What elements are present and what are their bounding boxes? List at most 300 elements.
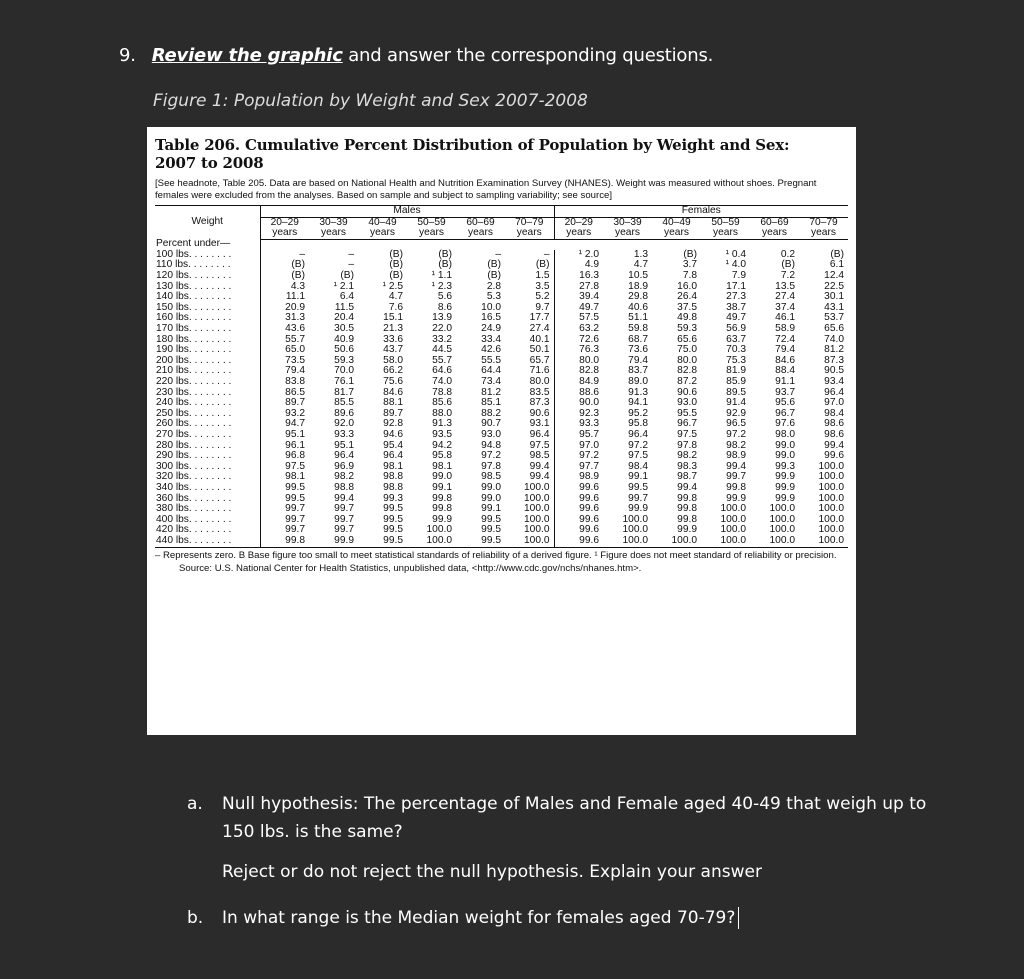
age-group-header: 30–39 years <box>309 217 358 239</box>
weight-label: 220 lbs. . . . . . . . <box>155 377 260 388</box>
table-cell: 71.6 <box>529 365 550 377</box>
question-b-letter: b. <box>187 908 204 928</box>
table-cell: – <box>495 248 501 260</box>
table-cell: 93.4 <box>824 376 844 387</box>
table-row <box>155 377 848 388</box>
table-cell: 10.5 <box>628 270 648 282</box>
table-cell: 96.4 <box>383 450 403 462</box>
table-cell: 99.0 <box>481 481 501 493</box>
table-cell: 87.3 <box>529 397 550 409</box>
table-cell: 80.0 <box>554 356 603 367</box>
table-cell: 97.2 <box>628 439 648 451</box>
table-cell: 33.4 <box>481 333 501 345</box>
table-cell: 4.7 <box>633 259 648 271</box>
table-cell: 50.1 <box>529 344 550 356</box>
table-cell: 99.6 <box>554 483 603 494</box>
table-cell: 21.3 <box>383 323 403 335</box>
weight-label: 180 lbs. . . . . . . . <box>155 335 260 346</box>
table-cell: 79.4 <box>285 365 305 377</box>
weight-label: 300 lbs. . . . . . . . <box>155 462 260 473</box>
table-title-line2: 2007 to 2008 <box>155 154 264 172</box>
table-cell: 95.6 <box>775 397 795 409</box>
table-cell: (B) <box>487 270 501 282</box>
table-cell: 100.0 <box>818 503 844 515</box>
table-cell: 100.0 <box>720 524 746 536</box>
weight-label: 230 lbs. . . . . . . . <box>155 388 260 399</box>
table-cell: 98.5 <box>481 471 501 483</box>
table-cell: 76.3 <box>554 345 603 356</box>
table-cell: 95.2 <box>628 407 648 419</box>
table-cell: 99.5 <box>456 536 505 547</box>
table-cell: 99.7 <box>334 524 354 536</box>
table-cell: 100.0 <box>818 460 844 472</box>
table-cell: 94.1 <box>628 397 648 409</box>
table-headnote: [See headnote, Table 205. Data are based on National Health and Nutrition Examination Survey (NHANES). Weight was measured without shoes. Pregnant females were excluded from the analyses. Based on sample and subject to sampling variability; see source] <box>155 178 817 201</box>
table-cell: 96.7 <box>677 418 697 430</box>
table-cell: 11.1 <box>285 291 305 303</box>
table-cell: 99.4 <box>726 460 746 472</box>
table-cell: 7.8 <box>682 270 697 282</box>
table-cell: 88.0 <box>432 407 452 419</box>
table-cell: 79.4 <box>775 344 795 356</box>
table-cell: 99.5 <box>285 481 305 493</box>
table-cell: 81.9 <box>726 365 746 377</box>
table-cell: 99.9 <box>775 481 795 493</box>
table-cell: 99.3 <box>383 492 403 504</box>
table-cell: 6.1 <box>829 259 844 271</box>
table-cell: 12.4 <box>824 270 844 282</box>
weight-label: 260 lbs. . . . . . . . <box>155 419 260 430</box>
table-cell: 97.2 <box>726 428 746 440</box>
table-cell: 27.4 <box>529 323 550 335</box>
table-cell: 55.7 <box>432 354 452 366</box>
table-cell: 7.9 <box>731 270 746 282</box>
table-cell: 73.6 <box>628 344 648 356</box>
table-cell: 97.0 <box>554 441 603 452</box>
table-cell: 49.7 <box>726 312 746 324</box>
table-cell: 100.0 <box>818 492 844 504</box>
table-cell: 99.5 <box>628 481 648 493</box>
table-cell: (B) <box>340 270 354 282</box>
table-cell: (B) <box>535 259 550 271</box>
table-cell: 88.2 <box>481 407 501 419</box>
table-cell: 99.4 <box>334 492 354 504</box>
weight-label: 170 lbs. . . . . . . . <box>155 324 260 335</box>
weight-label: 210 lbs. . . . . . . . <box>155 366 260 377</box>
table-cell: 100.0 <box>524 524 550 536</box>
question-heading <box>119 45 713 66</box>
weight-label: 240 lbs. . . . . . . . <box>155 398 260 409</box>
table-cell: 10.0 <box>481 301 501 313</box>
table-cell: ¹ 2.1 <box>333 280 354 292</box>
table-cell: 57.5 <box>554 313 603 324</box>
weight-label: 320 lbs. . . . . . . . <box>155 472 260 483</box>
table-cell: 7.6 <box>388 301 403 313</box>
table-cell: 17.7 <box>529 312 550 324</box>
table-cell: 97.5 <box>285 460 305 472</box>
table-cell: 97.2 <box>554 451 603 462</box>
age-group-header: 60–69 years <box>750 217 799 239</box>
table-cell: 99.8 <box>677 492 697 504</box>
table-cell: 99.6 <box>554 515 603 526</box>
table-cell: 70.3 <box>726 344 746 356</box>
table-cell: 99.6 <box>554 504 603 515</box>
table-cell: 100.0 <box>720 503 746 515</box>
table-cell: 88.1 <box>383 397 403 409</box>
table-cell: 99.6 <box>824 450 844 462</box>
table-cell: 82.8 <box>677 365 697 377</box>
table-cell: 89.0 <box>628 376 648 387</box>
table-cell: 72.6 <box>554 335 603 346</box>
table-cell: 99.4 <box>529 471 550 483</box>
table-cell: 81.2 <box>824 344 844 356</box>
table-cell: 74.0 <box>824 333 844 345</box>
weight-label: 400 lbs. . . . . . . . <box>155 515 260 526</box>
table-cell: 99.9 <box>726 492 746 504</box>
age-group-header: 50–59 years <box>407 217 456 239</box>
table-cell: 99.8 <box>432 503 452 515</box>
table-cell: 17.1 <box>726 280 746 292</box>
table-cell: 65.6 <box>824 323 844 335</box>
table-cell: – <box>543 248 550 260</box>
table-cell: 37.4 <box>775 301 795 313</box>
table-cell: 100.0 <box>524 492 550 504</box>
question-instruction: and answer the corresponding questions. <box>342 45 714 66</box>
table-cell: 99.8 <box>677 513 697 525</box>
table-cell: 98.0 <box>775 428 795 440</box>
table-cell: 27.3 <box>726 291 746 303</box>
table-cell: 65.0 <box>285 344 305 356</box>
weight-label: 420 lbs. . . . . . . . <box>155 525 260 536</box>
table-cell: 95.4 <box>383 439 403 451</box>
table-cell: 88.6 <box>554 388 603 399</box>
table-cell: 94.7 <box>285 418 305 430</box>
table-cell: 11.5 <box>334 301 354 313</box>
table-cell: 83.7 <box>628 365 648 377</box>
table-cell: 13.5 <box>775 280 795 292</box>
table-cell: 16.5 <box>481 312 501 324</box>
table-cell: 96.5 <box>726 418 746 430</box>
table-cell: 99.5 <box>383 524 403 536</box>
table-cell: 89.6 <box>334 407 354 419</box>
table-cell: 100.0 <box>426 524 452 536</box>
table-cell: 99.5 <box>383 503 403 515</box>
table-cell: 94.8 <box>481 439 501 451</box>
table-cell: 99.0 <box>481 492 501 504</box>
table-cell: 7.2 <box>780 270 795 282</box>
table-cell: 96.4 <box>824 386 844 398</box>
table-cell: 99.4 <box>677 481 697 493</box>
percent-under-label: Percent under— <box>155 239 260 250</box>
table-cell: 99.7 <box>334 513 354 525</box>
table-cell: 99.0 <box>432 471 452 483</box>
table-cell: 91.4 <box>726 397 746 409</box>
table-cell: 16.0 <box>677 280 697 292</box>
table-cell: 96.4 <box>529 428 550 440</box>
table-cell: 58.0 <box>383 354 403 366</box>
age-group-header: 70–79 years <box>505 217 554 239</box>
table-cell: 30.1 <box>824 291 844 303</box>
table-cell: 98.7 <box>677 471 697 483</box>
table-cell: 99.7 <box>334 503 354 515</box>
table-cell: (B) <box>389 270 403 282</box>
table-cell: 99.5 <box>481 513 501 525</box>
table-cell: 50.6 <box>334 344 354 356</box>
table-cell: 98.8 <box>383 481 403 493</box>
table-cell: 100.0 <box>818 481 844 493</box>
table-cell: 98.9 <box>554 472 603 483</box>
question-a-prompt: Reject or do not reject the null hypothesis. Explain your answer <box>222 862 762 882</box>
question-number: 9. <box>119 45 136 66</box>
table-cell: 100.0 <box>769 513 795 525</box>
table-cell: 99.5 <box>285 492 305 504</box>
table-cell: 84.9 <box>554 377 603 388</box>
table-cell: 99.9 <box>628 503 648 515</box>
table-cell: 5.2 <box>535 291 550 303</box>
table-cell: – <box>348 248 354 260</box>
table-cell: 55.7 <box>285 333 305 345</box>
weight-column-header: Weight <box>155 206 260 240</box>
table-cell: 97.2 <box>481 450 501 462</box>
table-cell: ¹ 4.0 <box>725 259 746 271</box>
table-cell: 22.5 <box>824 280 844 292</box>
males-header: Males <box>260 206 554 218</box>
table-cell: 98.4 <box>824 407 844 419</box>
question-b-text[interactable] <box>222 904 962 932</box>
age-group-header: 70–79 years <box>799 217 848 239</box>
table-cell: 40.1 <box>529 333 550 345</box>
table-cell: 73.4 <box>481 376 501 387</box>
females-header: Females <box>554 206 848 218</box>
table-cell: 64.6 <box>432 365 452 377</box>
table-cell: 100.0 <box>622 513 648 525</box>
table-cell: 99.8 <box>726 481 746 493</box>
table-cell: 89.5 <box>726 386 746 398</box>
table-cell: ¹ 2.5 <box>382 280 403 292</box>
table-cell: 16.3 <box>554 271 603 282</box>
table-cell: 24.9 <box>481 323 501 335</box>
weight-label: 120 lbs. . . . . . . . <box>155 271 260 282</box>
table-cell: 65.6 <box>677 333 697 345</box>
table-cell: – <box>348 259 354 271</box>
table-cell: 96.1 <box>285 439 305 451</box>
table-cell: 5.6 <box>437 291 452 303</box>
table-cell: 59.3 <box>677 323 697 335</box>
table-cell: 75.6 <box>383 376 403 387</box>
table-cell: 99.5 <box>383 513 403 525</box>
table-cell: 87.3 <box>824 354 844 366</box>
table-cell: 58.9 <box>775 323 795 335</box>
table-cell: 96.4 <box>334 450 354 462</box>
table-cell: 100.0 <box>524 513 550 525</box>
table-cell: 86.5 <box>285 386 305 398</box>
table-cell: ¹ 2.3 <box>431 280 452 292</box>
table-cell: 99.8 <box>677 503 697 515</box>
table-cell: 97.5 <box>529 439 550 451</box>
table-cell: (B) <box>438 248 452 260</box>
table-cell: 22.0 <box>432 323 452 335</box>
table-cell: 20.4 <box>334 312 354 324</box>
table-cell: 88.4 <box>775 365 795 377</box>
table-cell: 1.5 <box>535 270 550 282</box>
table-cell: 98.6 <box>824 428 844 440</box>
age-group-header: 50–59 years <box>701 217 750 239</box>
table-cell: 98.1 <box>432 460 452 472</box>
age-group-header: 20–29 years <box>260 217 309 239</box>
table-cell: 75.0 <box>677 344 697 356</box>
table-cell: 92.3 <box>554 409 603 420</box>
table-cell: 90.5 <box>824 365 844 377</box>
table-cell: 95.1 <box>285 428 305 440</box>
age-group-header: 40–49 years <box>652 217 701 239</box>
table-cell: 100.0 <box>818 471 844 483</box>
table-cell: 20.9 <box>285 301 305 313</box>
table-cell: 93.2 <box>285 407 305 419</box>
table-cell: 38.7 <box>726 301 746 313</box>
table-cell: 96.7 <box>775 407 795 419</box>
table-cell: 99.9 <box>775 492 795 504</box>
table-cell: 98.3 <box>677 460 697 472</box>
age-group-header: 30–39 years <box>603 217 652 239</box>
weight-label: 140 lbs. . . . . . . . <box>155 292 260 303</box>
table-cell: 95.1 <box>334 439 354 451</box>
table-cell: 98.5 <box>529 450 550 462</box>
table-cell: (B) <box>438 259 452 271</box>
table-cell: (B) <box>389 259 403 271</box>
table-cell: 73.5 <box>285 354 305 366</box>
table-cell: 95.7 <box>554 430 603 441</box>
review-graphic-link[interactable]: Review the graphic <box>151 45 343 66</box>
table-cell: 4.9 <box>554 260 603 271</box>
table-cell: 80.0 <box>677 354 697 366</box>
table-row <box>155 483 848 494</box>
table-cell: 95.8 <box>628 418 648 430</box>
weight-label: 100 lbs. . . . . . . . <box>155 250 260 261</box>
table-cell: 59.3 <box>334 354 354 366</box>
question-a-text: Null hypothesis: The percentage of Males and Female aged 40-49 that weigh up to 150 lbs. is the same? <box>222 794 927 842</box>
table-cell: 97.6 <box>775 418 795 430</box>
table-cell: 98.2 <box>726 439 746 451</box>
table-cell: 30.5 <box>334 323 354 335</box>
table-cell: 99.7 <box>285 513 305 525</box>
age-group-header: 40–49 years <box>358 217 407 239</box>
table-cell: 64.4 <box>481 365 501 377</box>
table-cell: 39.4 <box>554 292 603 303</box>
table-cell: 72.4 <box>775 333 795 345</box>
table-cell: (B) <box>389 248 403 260</box>
table-cell: 99.9 <box>775 471 795 483</box>
table-cell: 26.4 <box>677 291 697 303</box>
table-cell: 100.0 <box>818 524 844 536</box>
table-cell: 100.0 <box>818 513 844 525</box>
weight-label: 190 lbs. . . . . . . . <box>155 345 260 356</box>
table-cell: 89.7 <box>285 397 305 409</box>
table-cell: 44.5 <box>432 344 452 356</box>
age-group-header: 20–29 years <box>554 217 603 239</box>
table-cell: (B) <box>781 259 795 271</box>
table-cell: 40.6 <box>628 301 648 313</box>
question-b-label: In what range is the Median weight for females aged 70-79? <box>222 908 736 928</box>
table-cell: 96.4 <box>628 428 648 440</box>
table-cell: 31.3 <box>285 312 305 324</box>
age-group-header: 60–69 years <box>456 217 505 239</box>
table-cell: 99.8 <box>260 536 309 547</box>
table-cell: 76.1 <box>334 376 354 387</box>
table-cell: 100.0 <box>769 524 795 536</box>
table-cell: 84.6 <box>383 386 403 398</box>
table-cell: 99.6 <box>554 494 603 505</box>
table-cell: 4.3 <box>290 280 305 292</box>
table-cell: 99.8 <box>432 492 452 504</box>
table-cell: 46.1 <box>775 312 795 324</box>
table-cell: 6.4 <box>339 291 354 303</box>
table-cell: 27.4 <box>775 291 795 303</box>
table-cell: (B) <box>830 248 844 260</box>
table-cell: 100.0 <box>652 536 701 547</box>
table-cell: 97.0 <box>824 397 844 409</box>
weight-label: 200 lbs. . . . . . . . <box>155 356 260 367</box>
table-cell: 100.0 <box>799 536 848 547</box>
table-cell: 97.5 <box>677 428 697 440</box>
table-cell: 3.5 <box>535 280 550 292</box>
table-cell: 93.5 <box>432 428 452 440</box>
table-cell: 90.6 <box>529 407 550 419</box>
table-cell: 43.6 <box>285 323 305 335</box>
table-cell: 18.9 <box>628 280 648 292</box>
table-cell: 100.0 <box>750 536 799 547</box>
table-title-line1: Table 206. Cumulative Percent Distribution of Population by Weight and Sex: <box>155 136 790 154</box>
table-cell: 43.1 <box>824 301 844 313</box>
table-cell: 4.7 <box>388 291 403 303</box>
table-cell: 93.0 <box>481 428 501 440</box>
table-cell: 91.3 <box>432 418 452 430</box>
table-cell: 40.9 <box>334 333 354 345</box>
table-footnote: – Represents zero. B Base figure too small to meet statistical standards of reliability of a derived figure. ¹ Figure does not meet standard of reliability or precision. <box>155 549 837 561</box>
table-cell: 70.0 <box>334 365 354 377</box>
table-cell: 99.1 <box>628 471 648 483</box>
table-cell: 95.5 <box>677 407 697 419</box>
table-cell: 99.7 <box>628 492 648 504</box>
table-row <box>155 430 848 441</box>
table-cell: 1.3 <box>633 248 648 260</box>
table-cell: 56.9 <box>726 323 746 335</box>
table-cell: 92.9 <box>726 407 746 419</box>
table-cell: 100.0 <box>622 524 648 536</box>
table-cell: 99.7 <box>726 471 746 483</box>
table-cell: 93.0 <box>677 397 697 409</box>
table-cell: 51.1 <box>628 312 648 324</box>
weight-label: 270 lbs. . . . . . . . <box>155 430 260 441</box>
table-source: Source: U.S. National Center for Health Statistics, unpublished data, <http://www.cdc.gov/nchs/nhanes.htm>. <box>179 562 642 574</box>
table-cell: 8.6 <box>437 301 452 313</box>
weight-label: 440 lbs. . . . . . . . <box>155 536 260 547</box>
table-cell: 99.5 <box>358 536 407 547</box>
weight-label: 290 lbs. . . . . . . . <box>155 451 260 462</box>
table-cell: 90.7 <box>481 418 501 430</box>
table-cell: 91.3 <box>628 386 648 398</box>
table-cell: 87.2 <box>677 376 697 387</box>
table-cell: 97.7 <box>554 462 603 473</box>
table-cell: 85.6 <box>432 397 452 409</box>
table-cell: 98.8 <box>383 471 403 483</box>
table-cell: 80.0 <box>529 376 550 387</box>
table-cell: 96.8 <box>285 450 305 462</box>
table-cell: 99.4 <box>529 460 550 472</box>
table-title <box>155 136 848 172</box>
table-image <box>147 127 856 735</box>
table-cell: 59.8 <box>628 323 648 335</box>
table-cell: 97.5 <box>628 450 648 462</box>
